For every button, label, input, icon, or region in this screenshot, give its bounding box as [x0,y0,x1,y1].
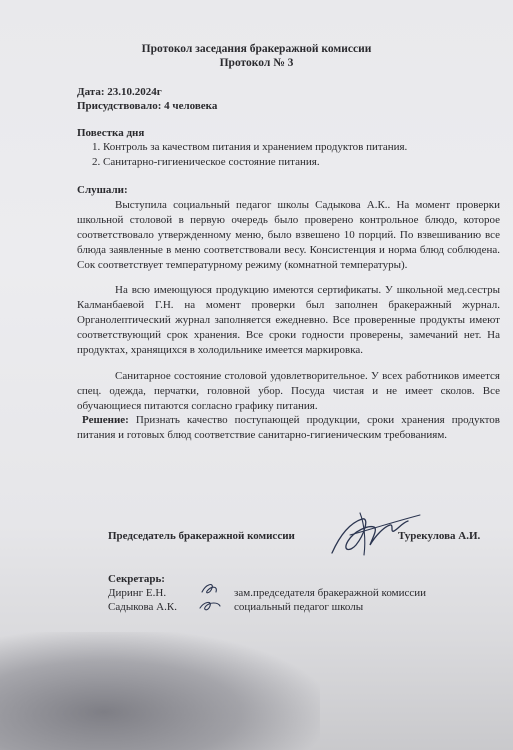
decision-text: Признать качество поступающей продукции, сроки хранения продуктов питания и готовых блюд соответствие санитарно-гигиеническим требованиям. [77,414,501,441]
decision-block [77,413,500,443]
signer-role: социальный педагог школы [234,601,364,613]
agenda-list [92,140,407,170]
document-title: Протокол заседания бракеражной комиссии [141,43,372,55]
decision-label: Решение: [82,414,129,426]
agenda-item: 1. Контроль за качеством питания и хранением продуктов питания. [92,141,408,153]
signer-role: зам.председателя бракеражной комиссии [234,587,426,599]
attendance-count: Присудствовало: 4 человека [77,100,218,112]
chairman-name: Турекулова А.И. [398,530,481,542]
agenda-item: 2. Санитарно-гигиеническое состояние питания. [92,156,320,168]
secretary-label: Секретарь: [108,573,165,585]
heard-heading: Слушали: [77,184,128,196]
meeting-date: Дата: 23.10.2024г [77,86,162,98]
protocol-number: Протокол № 3 [219,57,294,69]
agenda-heading: Повестка дня [77,127,145,139]
signer-name: Диринг Е.Н. [108,587,167,599]
photo-shadow [0,632,320,750]
signer-name: Садыкова А.К. [108,601,177,613]
report-paragraph-2: На всю имеющуюся продукцию имеются сертификаты. У школьной мед.сестры Калманбаевой Г.Н. на момент проверки был заполнен бракеражный журнал. Органолептический журнал заполняется ежедневно. Все проверенные продукты имеют соответствующий срок хранения. Все сроки годности проверены, замечаний нет. На продуктах, хранящихся в холодильнике имеется маркировка. [77,284,500,356]
report-paragraph-1: Выступила социальный педагог школы Садыкова А.К.. На момент проверки школьной столовой в первую очередь было проверено контрольное блюдо, которое соответствовало утвержденному меню, было взвешено 10 порций. По взвешиванию все блюда заявленные в меню соответствовали весу. Консистенция и норма блюд соблюдена. Сок соответствует температурному режиму (комнатной температуры). [77,199,500,271]
chairman-label: Председатель бракеражной комиссии [108,530,295,542]
report-paragraph-3: Санитарное состояние столовой удовлетворительное. У всех работников имеется спец. одежда, перчатки, головной убор. Посуда чистая и не имеет сколов. Все обучающиеся питаются согласно графику питания. [77,370,500,412]
